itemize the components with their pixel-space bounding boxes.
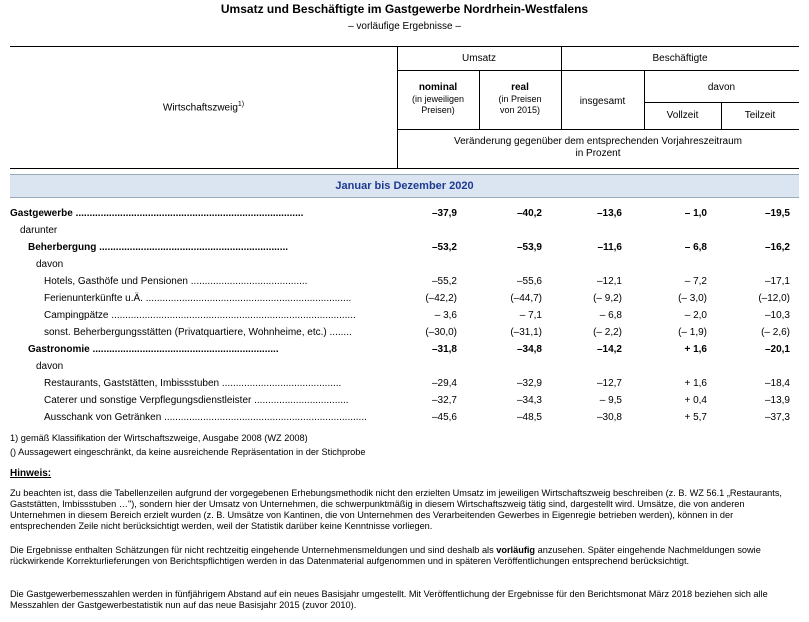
period-banner: Januar bis Dezember 2020 [10,174,799,198]
row-value: – 7,2 [684,276,707,287]
row-value: –30,8 [596,412,622,423]
page-title: Umsatz und Beschäftigte im Gastgewerbe Nordrhein-Westfalens [220,2,589,16]
row-value: –16,2 [764,242,790,253]
column-header-insgesamt: insgesamt [579,96,626,107]
table-row [10,341,799,358]
row-value: –19,5 [764,208,790,219]
row-value: (– 1,9) [678,327,707,338]
row-value: –53,2 [431,242,457,253]
table-row [10,307,799,324]
row-value: –12,7 [596,378,622,389]
table-row [10,239,799,256]
row-value: –11,6 [597,242,622,253]
row-value: (– 2,2) [593,327,622,338]
table-row [10,324,799,341]
row-label: Ausschank von Getränken ......................................................................... [44,412,367,423]
row-value: (–31,1) [510,327,542,338]
column-header-umsatz: Umsatz [462,53,496,64]
row-value: –10,3 [764,310,790,321]
row-label: sonst. Beherbergungsstätten (Privatquartiere, Wohnheime, etc.) ........ [44,327,352,338]
row-value: – 6,8 [599,310,622,321]
hinweis-heading: Hinweis: [10,468,52,479]
row-label: Ferienunterkünfte u.Ä. .......................................................................... [44,293,352,304]
table-row [10,409,799,426]
unit-note: Veränderung gegenüber dem entsprechenden Vorjahreszeitraum in Prozent [454,136,742,159]
row-value: –13,9 [764,395,790,406]
row-label: Beherbergung .................................................................... [28,242,289,253]
row-value: –53,9 [516,242,542,253]
row-value: – 6,8 [684,242,707,253]
page-subtitle: – vorläufige Ergebnisse – [348,21,461,32]
column-header-vollzeit: Vollzeit [666,110,699,121]
row-label: Gastgewerbe .................................................................................. [10,208,304,219]
row-value: –13,6 [596,208,622,219]
footnote-1: 1) gemäß Klassifikation der Wirtschaftszweige, Ausgabe 2008 (WZ 2008) [10,433,308,443]
row-value: – 7,1 [519,310,542,321]
table-row [10,358,799,375]
row-value: –29,4 [431,378,457,389]
row-label: davon [36,361,64,372]
row-value: + 5,7 [684,412,707,423]
row-value: (–44,7) [510,293,542,304]
row-value: (–12,0) [758,293,790,304]
row-label: Caterer und sonstige Verpflegungsdienstleister .................................. [44,395,349,406]
row-value: (–30,0) [425,327,457,338]
table-row [10,273,799,290]
row-value: –20,1 [764,344,790,355]
row-value: –37,9 [431,208,457,219]
row-label: darunter [20,225,58,236]
row-value: + 1,6 [684,344,707,355]
row-value: –48,5 [516,412,542,423]
row-value: –55,6 [516,276,542,287]
table-row [10,290,799,307]
table-row [10,222,799,239]
row-value: – 3,6 [434,310,457,321]
column-header-real: real (in Preisen von 2015) [498,82,542,115]
row-label: davon [36,259,64,270]
row-value: + 0,4 [684,395,707,406]
table-row [10,256,799,273]
row-label: Restaurants, Gaststätten, Imbissstuben ........................................... [44,378,342,389]
row-label: Hotels, Gasthöfe und Pensionen .......................................... [44,276,308,287]
row-value: – 2,0 [684,310,707,321]
row-value: –32,7 [431,395,457,406]
row-value: –18,4 [764,378,790,389]
table-row [10,375,799,392]
row-value: –32,9 [516,378,542,389]
hinweis-paragraph-1: Zu beachten ist, dass die Tabellenzeilen aufgrund der vorgegebenen Erhebungsmethodik nicht den erzielten Umsatz im jeweiligen Wirtschaftszweig beschreiben (z. B. WZ 56.1 „Restaurants, Gaststätten, Imbissstuben …"), sondern hier der Umsatz von Unternehmen, die schwerpunktmäßig in diesem Wirtschaftszweig tätig sind, dargestellt wird. Umsätze, die von anderen Unternehmen in diesem Bereich erzielt wurden (z. B. Umsätze von Kantinen, die von Unternehmen des Verarbeitenden Gewerbes in Eigenregie betrieben werden), können in der entsprechenden Zeile nicht berücksichtigt werden, weil der Statistik darüber keine Kenntnisse vorliegen. [10,488,782,531]
table-row [10,205,799,222]
row-label: Campingpätze ........................................................................................ [44,310,356,321]
row-value: –14,2 [596,344,622,355]
row-value: –12,1 [596,276,622,287]
row-value: (–42,2) [425,293,457,304]
row-value: (– 2,6) [761,327,790,338]
row-value: –55,2 [431,276,457,287]
footnote-2: () Aussagewert eingeschränkt, da keine ausreichende Repräsentation in der Stichprobe [10,447,366,457]
column-header-davon: davon [707,82,736,93]
row-value: –40,2 [516,208,542,219]
row-value: –45,6 [431,412,457,423]
row-value: (– 9,2) [593,293,622,304]
column-header-branch: Wirtschaftszweig$^{1)}$ [162,101,245,114]
table-header [10,46,799,168]
table-row [10,392,799,409]
row-value: –31,8 [431,344,457,355]
row-value: –37,3 [764,412,790,423]
row-value: (– 3,0) [678,293,707,304]
row-value: –34,3 [516,395,542,406]
hinweis-paragraph-2: Die Ergebnisse enthalten Schätzungen für nicht rechtzeitig eingehende Unternehmensmeldungen und sind deshalb als vorläufig anzusehen. Später eingehende Nachmeldungen sowie rückwirkende Korrekturlieferungen von Berichtspflichtigen werden in das Datenmaterial aufgenommen und in späteren Veröffentlichungen entsprechend berücksichtigt. [10,545,761,566]
row-value: –34,8 [516,344,542,355]
row-value: – 1,0 [684,208,707,219]
row-value: – 9,5 [599,395,622,406]
row-label: Gastronomie ................................................................... [28,344,279,355]
column-header-beschaeftigte: Beschäftigte [652,53,708,64]
row-value: –17,1 [764,276,790,287]
column-header-nominal: nominal (in jeweiligen Preisen) [411,82,465,115]
hinweis-paragraph-3: Die Gastgewerbemesszahlen werden in fünfjährigem Abstand auf ein neues Basisjahr umgestellt. Mit Veröffentlichung der Ergebnisse für den Berichtsmonat März 2018 beziehen sich alle Messzahlen der Gastgewerbestatistik nun auf das neue Basisjahr 2015 (zuvor 2010). [10,589,768,610]
column-header-teilzeit: Teilzeit [744,110,776,121]
row-value: + 1,6 [684,378,707,389]
table-body [10,205,799,426]
